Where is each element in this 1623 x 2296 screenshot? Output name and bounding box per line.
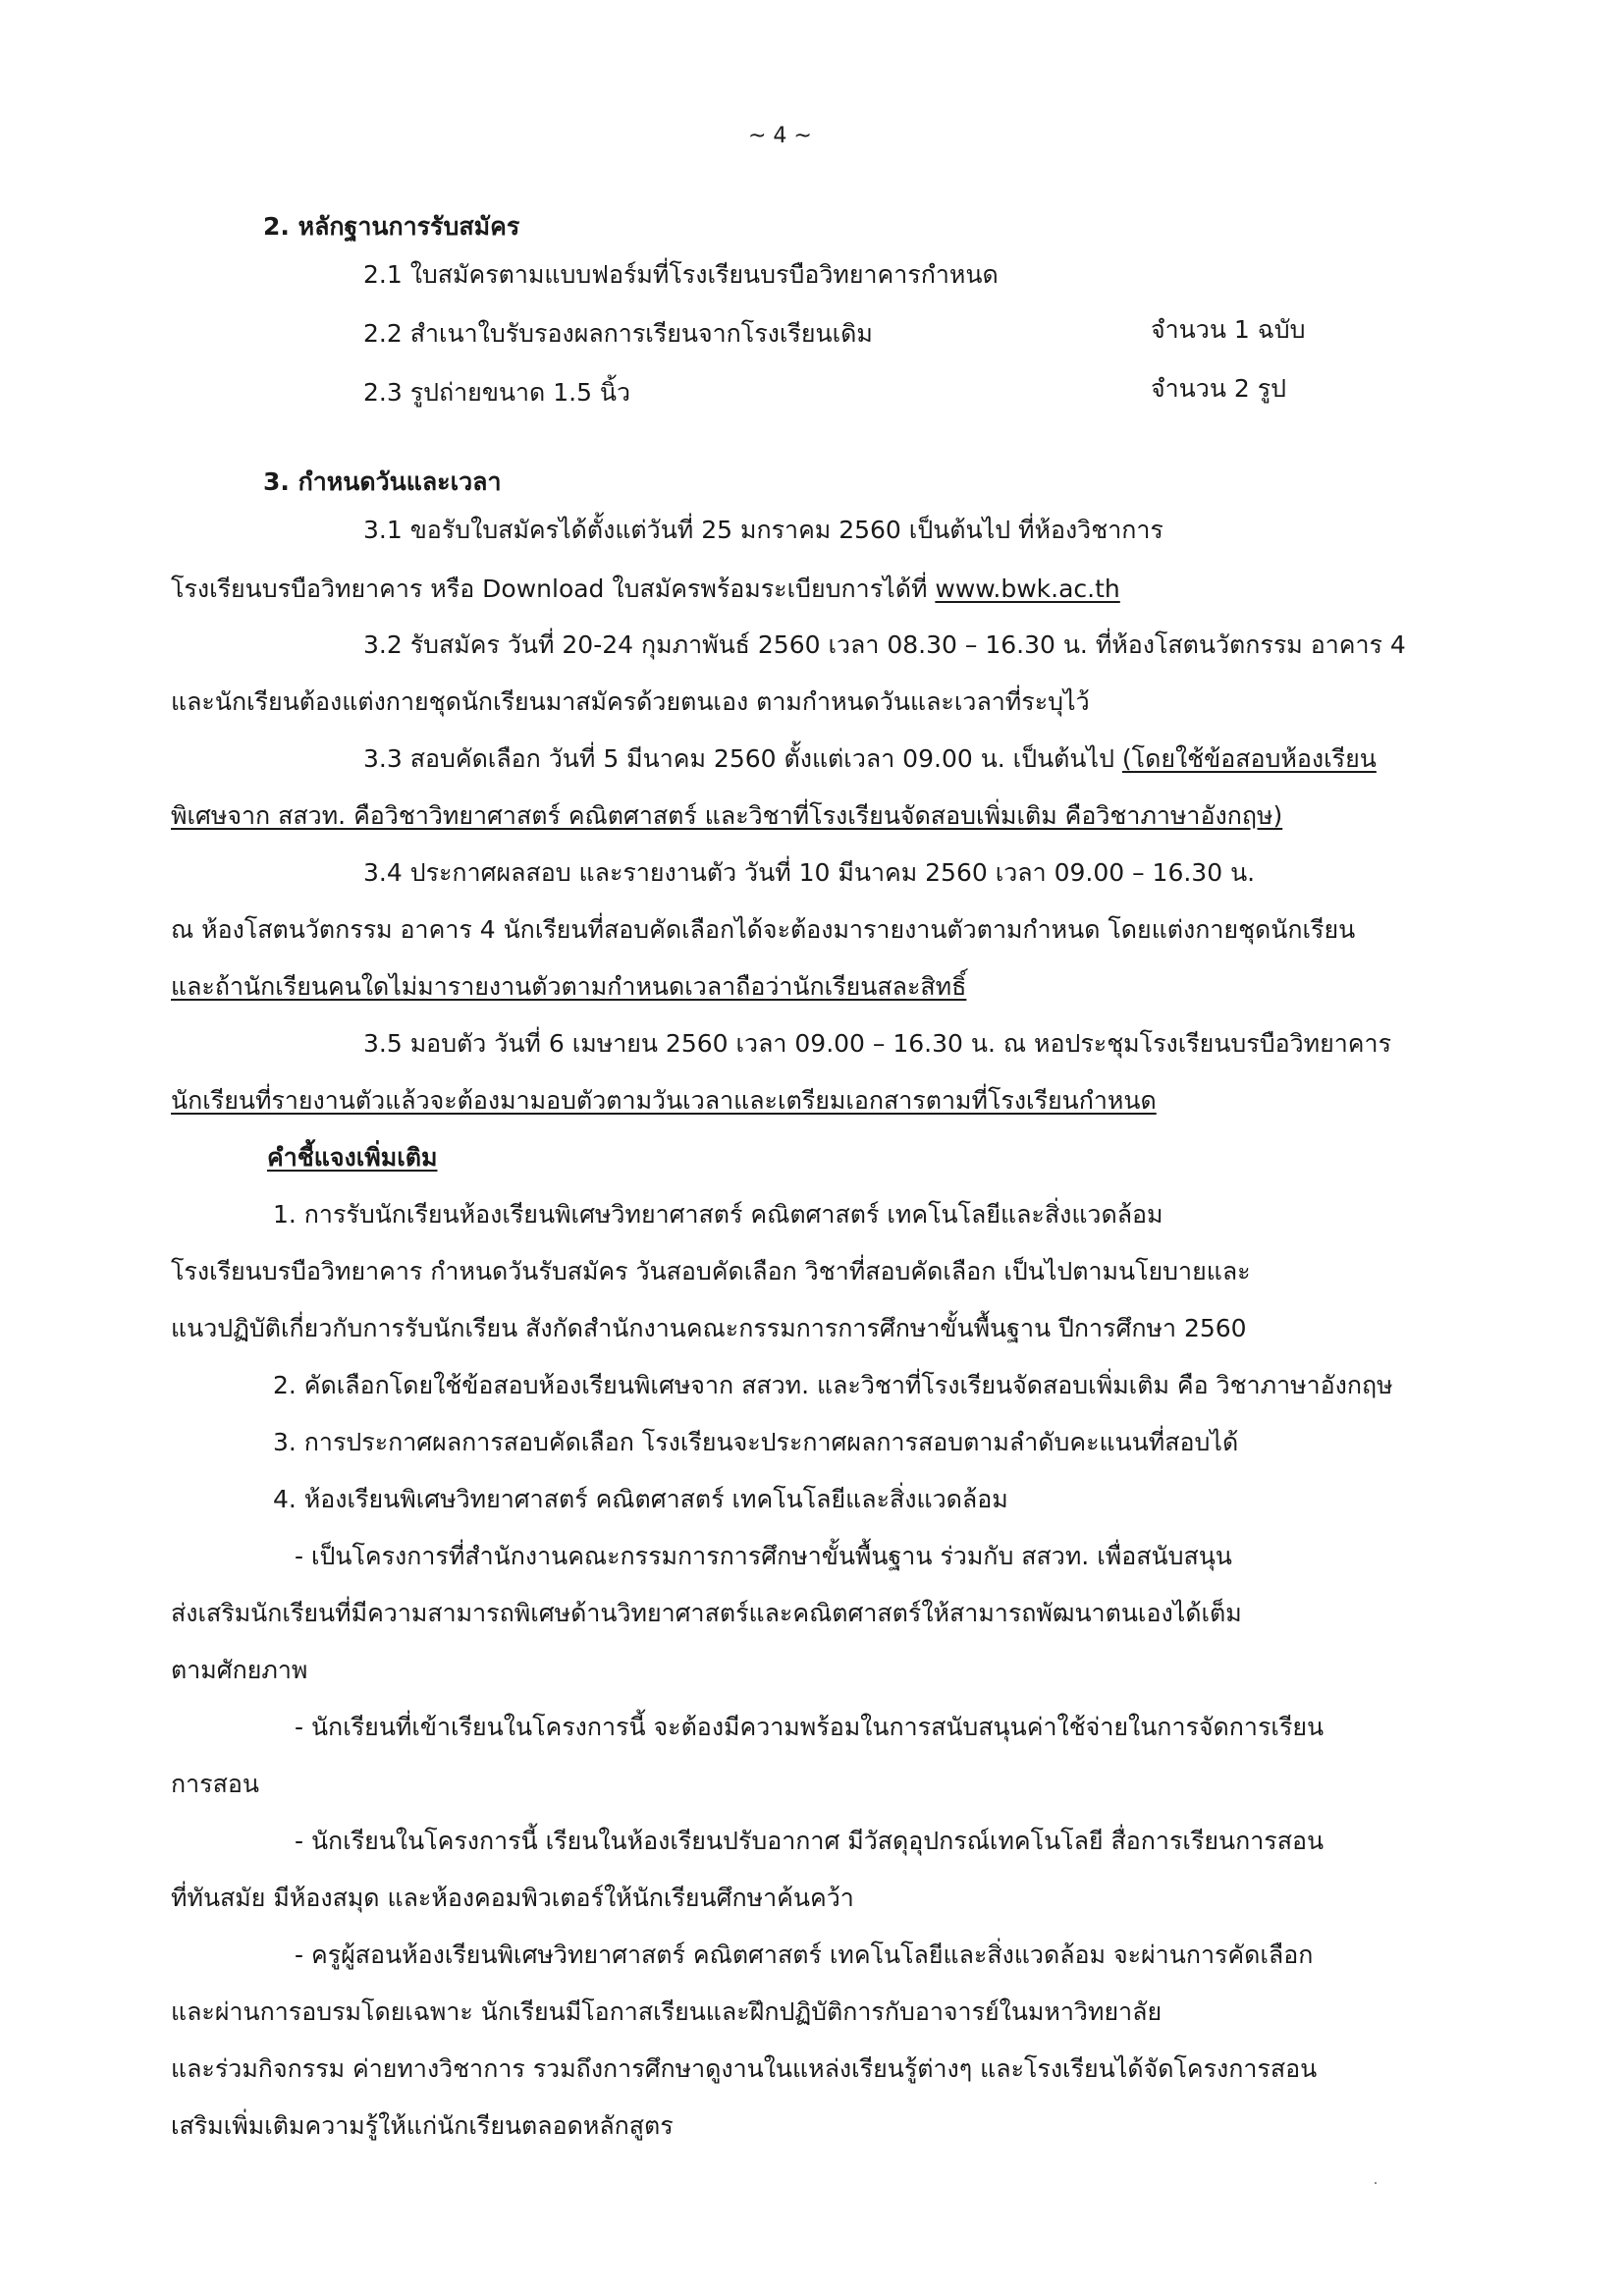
item-3-3-underlined: (โดยใช้ข้อสอบห้องเรียน [1121,744,1377,773]
section-3-heading: 3. กำหนดวันและเวลา [263,467,502,496]
item-3-1-cont [171,573,1120,606]
item-2-2-amount: จำนวน 1 ฉบับ [1151,315,1306,344]
item-3-1: 3.1 ขอรับใบสมัครได้ตั้งแต่วันที่ 25 มกราคม 2560 เป็นต้นไป ที่ห้องวิชาการ [363,516,1163,544]
bullet-2-cont: การสอน [171,1770,259,1798]
item-3-4-cont-underlined: และถ้านักเรียนคนใดไม่มารายงานตัวตามกำหนดเวลาถือว่านักเรียนสละสิทธิ์ [171,972,967,1001]
note-2: 2. คัดเลือกโดยใช้ข้อสอบห้องเรียนพิเศษจาก สสวท. และวิชาที่โรงเรียนจัดสอบเพิ่มเติม คือ วิชาภาษาอังกฤษ [273,1371,1393,1399]
bullet-4-cont-3: เสริมเพิ่มเติมความรู้ให้แก่นักเรียนตลอดหลักสูตร [171,2111,674,2140]
bullet-1: - เป็นโครงการที่สำนักงานคณะกรรมการการศึกษาขั้นพื้นฐาน ร่วมกับ สสวท. เพื่อสนับสนุน [295,1542,1232,1570]
bullet-3: - นักเรียนในโครงการนี้ เรียนในห้องเรียนปรับอากาศ มีวัสดุอุปกรณ์เทคโนโลยี สื่อการเรียนการสอน [295,1827,1325,1855]
item-3-3-text: 3.3 สอบคัดเลือก วันที่ 5 มีนาคม 2560 ตั้งแต่เวลา 09.00 น. เป็นต้นไป [363,744,1122,773]
page-number: ~ 4 ~ [748,124,812,148]
note-4: 4. ห้องเรียนพิเศษวิทยาศาสตร์ คณิตศาสตร์ เทคโนโลยีและสิ่งแวดล้อม [273,1485,1008,1513]
item-2-3: 2.3 รูปถ่ายขนาด 1.5 นิ้ว [363,378,631,407]
item-3-2-cont: และนักเรียนต้องแต่งกายชุดนักเรียนมาสมัครด้วยตนเอง ตามกำหนดวันและเวลาที่ระบุไว้ [171,687,1090,716]
note-1-cont-2: แนวปฏิบัติเกี่ยวกับการรับนักเรียน สังกัดสำนักงานคณะกรรมการการศึกษาขั้นพื้นฐาน ปีการศึกษา 2560 [171,1314,1247,1342]
bullet-3-cont: ที่ทันสมัย มีห้องสมุด และห้องคอมพิวเตอร์ให้นักเรียนศึกษาค้นคว้า [171,1884,854,1912]
bullet-1-cont-1: ส่งเสริมนักเรียนที่มีความสามารถพิเศษด้านวิทยาศาสตร์และคณิตศาสตร์ให้สามารถพัฒนาตนเองได้เต็ม [171,1599,1242,1627]
scan-speck [1375,2182,1377,2184]
item-3-5-cont: นักเรียนที่รายงานตัวแล้วจะต้องมามอบตัวตามวันเวลาและเตรียมเอกสารตามที่โรงเรียนกำหนด [171,1086,1157,1115]
bullet-4-cont-2: และร่วมกิจกรรม ค่ายทางวิชาการ รวมถึงการศึกษาดูงานในแหล่งเรียนรู้ต่างๆ และโรงเรียนได้จัดโครงการสอน [171,2054,1318,2083]
item-3-4-cont: ณ ห้องโสตนวัตกรรม อาคาร 4 นักเรียนที่สอบคัดเลือกได้จะต้องมารายงานตัวตามกำหนด โดยแต่งกายชุดนักเรียน [171,915,1356,944]
note-1-cont-1: โรงเรียนบรบือวิทยาคาร กำหนดวันรับสมัคร วันสอบคัดเลือก วิชาที่สอบคัดเลือก เป็นไปตามนโยบายและ [171,1257,1251,1285]
bullet-2: - นักเรียนที่เข้าเรียนในโครงการนี้ จะต้องมีความพร้อมในการสนับสนุนค่าใช้จ่ายในการจัดการเรียน [295,1713,1325,1741]
section-2-heading: 2. หลักฐานการรับสมัคร [263,212,520,241]
bullet-1-cont-2: ตามศักยภาพ [171,1656,308,1684]
notes-heading: คำชี้แจงเพิ่มเติม [267,1143,438,1172]
item-3-4: 3.4 ประกาศผลสอบ และรายงานตัว วันที่ 10 มีนาคม 2560 เวลา 09.00 – 16.30 น. [363,858,1256,887]
item-2-2: 2.2 สำเนาใบรับรองผลการเรียนจากโรงเรียนเดิม [363,319,873,348]
item-3-1-cont-text: โรงเรียนบรบือวิทยาคาร หรือ Download ใบสมัครพร้อมระเบียบการได้ที่ [171,574,936,603]
note-1: 1. การรับนักเรียนห้องเรียนพิเศษวิทยาศาสตร์ คณิตศาสตร์ เทคโนโลยีและสิ่งแวดล้อม [273,1200,1163,1229]
item-3-5: 3.5 มอบตัว วันที่ 6 เมษายน 2560 เวลา 09.00 – 16.30 น. ณ หอประชุมโรงเรียนบรบือวิทยาคาร [363,1029,1391,1058]
item-2-1: 2.1 ใบสมัครตามแบบฟอร์มที่โรงเรียนบรบือวิทยาคารกำหนด [363,260,999,289]
bullet-4-cont-1: และผ่านการอบรมโดยเฉพาะ นักเรียนมีโอกาสเรียนและฝึกปฏิบัติการกับอาจารย์ในมหาวิทยาลัย [171,1997,1163,2026]
note-3: 3. การประกาศผลการสอบคัดเลือก โรงเรียนจะประกาศผลการสอบตามลำดับคะแนนที่สอบได้ [273,1428,1239,1456]
website-link[interactable]: www.bwk.ac.th [935,574,1120,603]
item-3-2: 3.2 รับสมัคร วันที่ 20-24 กุมภาพันธ์ 2560 เวลา 08.30 – 16.30 น. ที่ห้องโสตนวัตกรรม อาคาร 4 [363,630,1406,659]
item-2-3-amount: จำนวน 2 รูป [1151,374,1287,403]
item-3-3 [363,742,1377,776]
bullet-4: - ครูผู้สอนห้องเรียนพิเศษวิทยาศาสตร์ คณิตศาสตร์ เทคโนโลยีและสิ่งแวดล้อม จะผ่านการคัดเลือก [295,1941,1314,1969]
item-3-3-cont: พิเศษจาก สสวท. คือวิชาวิทยาศาสตร์ คณิตศาสตร์ และวิชาที่โรงเรียนจัดสอบเพิ่มเติม คือวิชาภาษาอังกฤษ) [171,801,1283,830]
